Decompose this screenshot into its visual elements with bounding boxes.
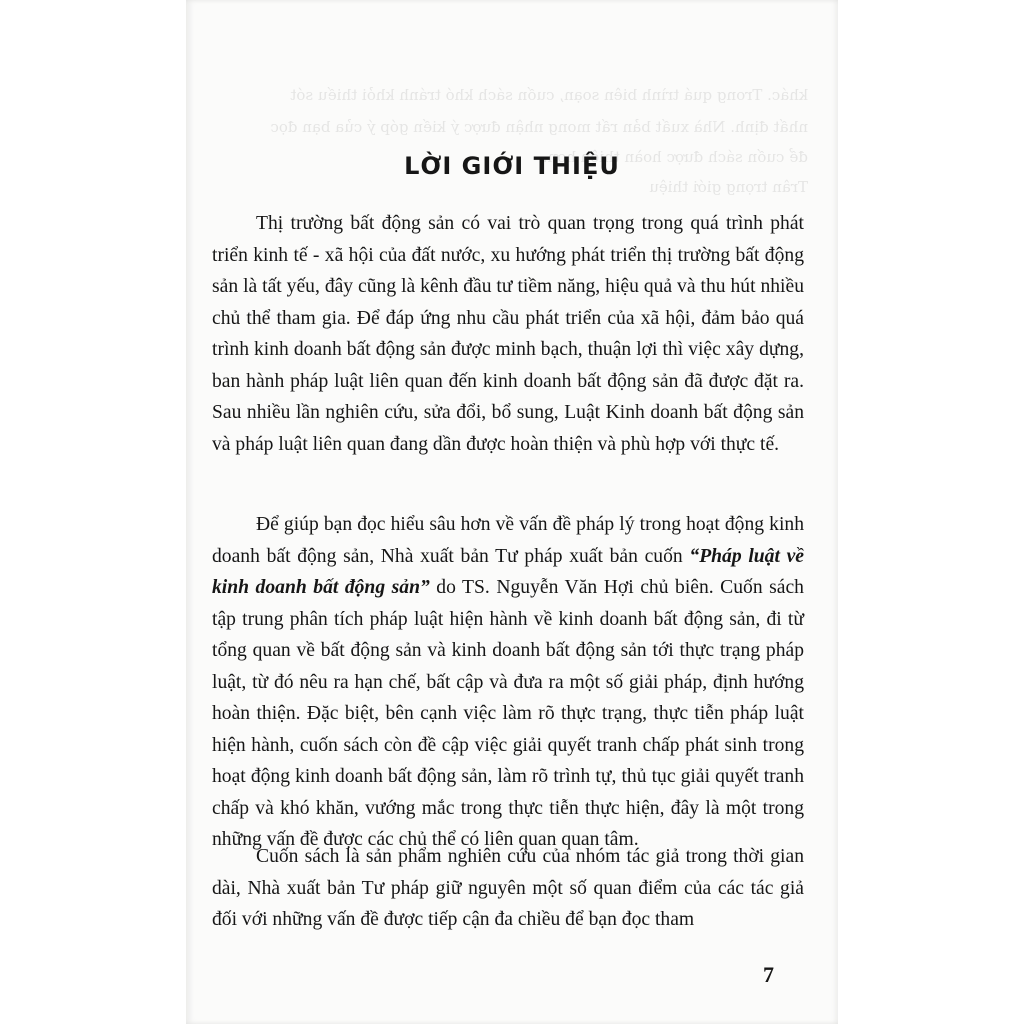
page-number: 7	[763, 962, 774, 987]
book-title-citation: “Pháp luật về kinh doanh bất động sản”	[212, 545, 804, 598]
paragraph-3: Cuốn sách là sản phẩm nghiên cứu của nhóm tác giả trong thời gian dài, Nhà xuất bản Tư pháp giữ nguyên một số quan điểm của các tác giả đối với những vấn đề được tiếp cận đa chiều để bạn đọc tham	[212, 846, 804, 930]
paragraph-1: Thị trường bất động sản có vai trò quan trọng trong quá trình phát triển kinh tế - xã hội của đất nước, xu hướng phát triển thị trường bất động sản là tất yếu, đây cũng là kênh đầu tư tiềm năng, hiệu quả và thu hút nhiều chủ thể tham gia. Để đáp ứng nhu cầu phát triển của xã hội, đảm bảo quá trình kinh doanh bất động sản được minh bạch, thuận lợi thì việc xây dựng, ban hành pháp luật liên quan đến kinh doanh bất động sản đã được đặt ra. Sau nhiều lần nghiên cứu, sửa đổi, bổ sung, Luật Kinh doanh bất động sản và pháp luật liên quan đang dần được hoàn thiện và phù hợp với thực tế.	[212, 213, 804, 455]
book-page: khác. Trong quá trình biên soạn, cuốn sách khó tránh khỏi thiếu sót nhất định. Nhà xuất bản rất mong nhận được ý kiến góp ý của bạn đọc để cuốn sách được hoàn thiện hơn. Trân trọng giới thiệu LỜI GIỚI THIỆU Thị trường bất động sản có vai trò quan trọng trong quá trình phát triển kinh tế - xã hội của đất nước, xu hướng phát triển thị trường bất động sản là tất yếu, đây cũng là kênh đầu tư tiềm năng, hiệu quả và thu hút nhiều chủ thể tham gia. Để đáp ứng nhu cầu phát triển của xã hội, đảm bảo quá trình kinh doanh bất động sản được minh bạch, thuận lợi thì việc xây dựng, ban hành pháp luật liên quan đến kinh doanh bất động sản đã được đặt ra. Sau nhiều lần nghiên cứu, sửa đổi, bổ sung, Luật Kinh doanh bất động sản và pháp luật liên quan đang dần được hoàn thiện và phù hợp với thực tế. Để giúp bạn đọc hiểu sâu hơn về vấn đề pháp lý trong hoạt động kinh doanh bất động sản, Nhà xuất bản Tư pháp xuất bản cuốn “Pháp luật về kinh doanh bất động sản” do TS. Nguyễn Văn Hợi chủ biên. Cuốn sách tập trung phân tích pháp luật hiện hành về kinh doanh bất động sản, đi từ tổng quan về bất động sản và kinh doanh bất động sản tới thực trạng pháp luật, từ đó nêu ra hạn chế, bất cập và đưa ra một số giải pháp, định hướng hoàn thiện. Đặc biệt, bên cạnh việc làm rõ thực trạng, thực tiễn pháp luật hiện hành, cuốn sách còn đề cập việc giải quyết tranh chấp phát sinh trong hoạt động kinh doanh bất động sản, làm rõ trình tự, thủ tục giải quyết tranh chấp và khó khăn, vướng mắc trong thực tiễn thực hiện, đây là một trong những vấn đề được các chủ thể có liên quan quan tâm. Cuốn sách là sản phẩm nghiên cứu của nhóm tác giả trong thời gian dài, Nhà xuất bản Tư pháp giữ nguyên một số quan điểm của các tác giả đối với những vấn đề được tiếp cận đa chiều để bạn đọc tham 7	[186, 0, 838, 1024]
page-title: LỜI GIỚI THIỆU	[404, 152, 620, 180]
paragraph-2-intro: Để giúp bạn đọc hiểu sâu hơn về vấn đề pháp lý trong hoạt động kinh doanh bất động sản, Nhà xuất bản Tư pháp xuất bản cuốn	[212, 514, 804, 567]
paragraph-2	[212, 509, 804, 856]
paragraph-2-body: do TS. Nguyễn Văn Hợi chủ biên. Cuốn sách tập trung phân tích pháp luật hiện hành về kinh doanh bất động sản, đi từ tổng quan về bất động sản và kinh doanh bất động sản tới thực trạng pháp luật, từ đó nêu ra hạn chế, bất cập và đưa ra một số giải pháp, định hướng hoàn thiện. Đặc biệt, bên cạnh việc làm rõ thực trạng, thực tiễn pháp luật hiện hành, cuốn sách còn đề cập việc giải quyết tranh chấp phát sinh trong hoạt động kinh doanh bất động sản, làm rõ trình tự, thủ tục giải quyết tranh chấp và khó khăn, vướng mắc trong thực tiễn thực hiện, đây là một trong những vấn đề được các chủ thể có liên quan quan tâm.	[212, 577, 804, 850]
